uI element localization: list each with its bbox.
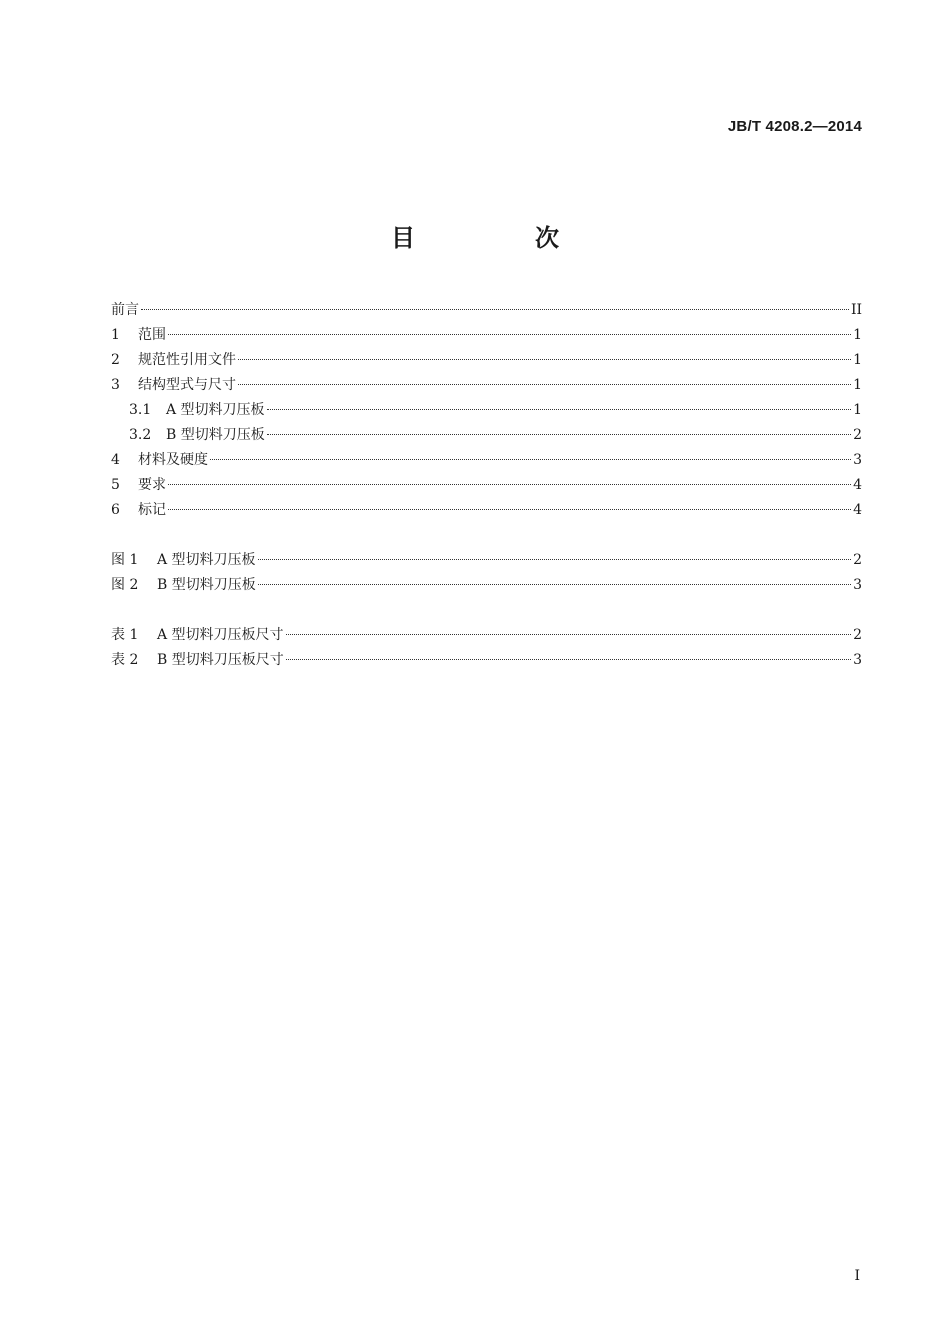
toc-entry-3-2[interactable]: [111, 423, 862, 448]
toc-entry-label: 要求: [138, 477, 166, 493]
toc-leader: [267, 409, 852, 410]
toc-table-number: 表 2: [111, 652, 139, 668]
toc-entry-label: 结构型式与尺寸: [138, 377, 236, 393]
toc-table-label: B 型切料刀压板尺寸: [157, 652, 284, 668]
toc-figure-label: B 型切料刀压板: [157, 577, 256, 593]
toc-entry-label: B 型切料刀压板: [166, 427, 265, 443]
toc-entry-label: 范围: [138, 327, 166, 343]
toc-main-list: [111, 298, 862, 523]
toc-entry-page: 3: [853, 452, 862, 468]
toc-entry-page: 2: [853, 427, 862, 443]
toc-leader: [258, 559, 852, 560]
toc-entry-number: 3.2: [129, 427, 152, 443]
toc-entry-page: 1: [853, 327, 862, 343]
toc-entry-number: 1: [111, 327, 120, 343]
toc-entry-label: 规范性引用文件: [138, 352, 236, 368]
toc-entry-3[interactable]: [111, 373, 862, 398]
toc-table-page: 2: [853, 627, 862, 643]
toc-leader: [238, 384, 851, 385]
toc-entry-foreword[interactable]: [111, 298, 862, 323]
toc-entry-number: 2: [111, 352, 120, 368]
toc-entry-number: 3: [111, 377, 120, 393]
toc-table-1[interactable]: [111, 623, 862, 648]
toc-leader: [267, 434, 851, 435]
toc-entry-6[interactable]: [111, 498, 862, 523]
toc-entry-4[interactable]: [111, 448, 862, 473]
toc-figure-page: 3: [853, 577, 862, 593]
toc-entry-page: II: [850, 302, 862, 318]
toc-figure-label: A 型切料刀压板: [157, 552, 256, 568]
toc-figures-list: [111, 548, 862, 598]
toc-entry-page: 4: [853, 502, 862, 518]
toc-leader: [168, 484, 851, 485]
toc-entry-5[interactable]: [111, 473, 862, 498]
toc-entry-number: 4: [111, 452, 120, 468]
toc-figure-2[interactable]: [111, 573, 862, 598]
toc-entry-label: 材料及硬度: [138, 452, 208, 468]
toc-figure-1[interactable]: [111, 548, 862, 573]
toc-entry-page: 4: [853, 477, 862, 493]
toc-entry-number: 6: [111, 502, 120, 518]
toc-leader: [168, 334, 851, 335]
toc-table-2[interactable]: [111, 648, 862, 673]
toc-entry-number: 3.1: [129, 402, 152, 418]
toc-leader: [286, 659, 851, 660]
toc-table-label: A 型切料刀压板尺寸: [157, 627, 284, 643]
toc-leader: [286, 634, 852, 635]
toc-table-number: 表 1: [111, 627, 139, 643]
toc-figure-number: 图 2: [111, 577, 139, 593]
toc-entry-2[interactable]: [111, 348, 862, 373]
toc-entry-label: 标记: [138, 502, 166, 518]
toc-entry-number: 5: [111, 477, 120, 493]
standard-code: JB/T 4208.2—2014: [727, 118, 862, 135]
toc-entry-1[interactable]: [111, 323, 862, 348]
toc-entry-3-1[interactable]: [111, 398, 862, 423]
toc-tables-list: [111, 623, 862, 673]
toc-leader: [238, 359, 851, 360]
toc-entry-page: 1: [853, 377, 862, 393]
page-title: 目 次: [391, 224, 607, 252]
toc-leader: [141, 309, 849, 310]
toc-leader: [258, 584, 851, 585]
page-number: I: [854, 1268, 860, 1284]
toc-entry-page: 1: [853, 352, 862, 368]
toc-leader: [210, 459, 851, 460]
toc-entry-label: 前言: [111, 302, 139, 318]
toc-entry-label: A 型切料刀压板: [166, 402, 265, 418]
toc-figure-page: 2: [853, 552, 862, 568]
toc-entry-page: 1: [853, 402, 862, 418]
toc-table-page: 3: [853, 652, 862, 668]
toc-figure-number: 图 1: [111, 552, 139, 568]
toc-leader: [168, 509, 851, 510]
